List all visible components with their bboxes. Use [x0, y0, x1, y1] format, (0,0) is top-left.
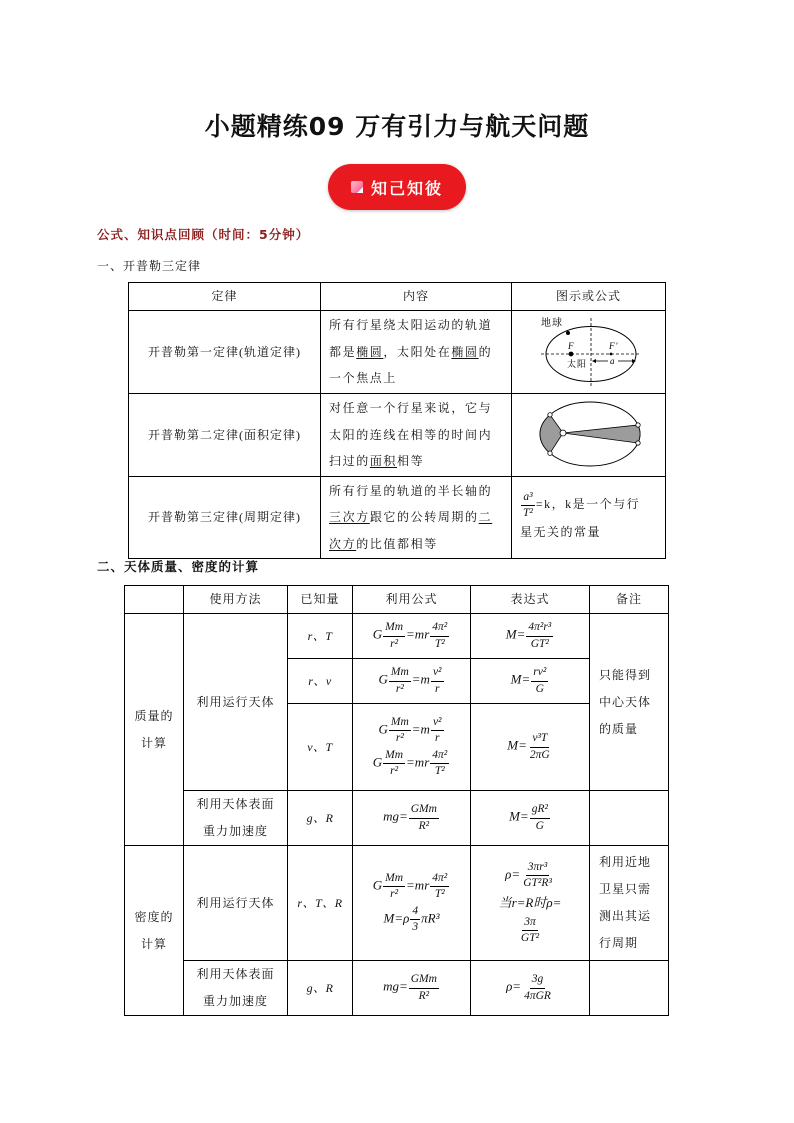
sun-dot — [569, 352, 574, 357]
known-quantities: v、T — [288, 704, 353, 791]
section-heading: 公式、知识点回顾（时间：5分钟） — [97, 227, 310, 242]
fraction — [430, 621, 449, 650]
numerator: Mm — [383, 621, 405, 636]
expression-cell — [471, 614, 590, 659]
formula-text: ρ= — [506, 978, 522, 994]
page-title: 小题精练09 万有引力与航天问题 — [204, 112, 590, 141]
underlined-term: 椭圆 — [356, 344, 384, 359]
fraction — [519, 916, 541, 945]
formula-text: M=ρ — [383, 910, 410, 926]
formula — [353, 716, 470, 745]
fraction — [528, 732, 552, 761]
numerator: v³T — [530, 732, 549, 747]
formula — [353, 666, 470, 695]
formula-text: =m — [411, 671, 430, 687]
formula-text: mg= — [383, 808, 408, 824]
fraction — [383, 621, 405, 650]
column-header-law: 定律 — [129, 283, 321, 311]
sun-dot — [560, 430, 566, 436]
swept-area-right — [563, 425, 640, 443]
formula-text: G — [372, 877, 383, 893]
numerator: GMm — [409, 973, 439, 988]
expression — [471, 666, 589, 695]
denominator: GT² — [530, 637, 549, 650]
law-name: 开普勒第三定律(周期定律) — [129, 477, 321, 559]
table-row — [125, 846, 669, 961]
numerator: GMm — [409, 803, 439, 818]
fraction — [410, 905, 420, 934]
known-quantities: g、R — [288, 961, 353, 1016]
law-name: 开普勒第一定律(轨道定律) — [129, 311, 321, 394]
formula — [353, 973, 470, 1002]
formula — [353, 621, 470, 650]
method-label: 利用天体表面重力加速度 — [196, 797, 275, 838]
formula-cell — [353, 961, 471, 1016]
column-header-method: 使用方法 — [184, 586, 288, 614]
earth-label: 地球 — [541, 318, 563, 329]
arrow-head-left-icon — [592, 359, 596, 363]
numerator: Mm — [383, 749, 405, 764]
fraction — [430, 872, 449, 901]
numerator: 4π² — [430, 749, 449, 764]
denominator: GT²R³ — [523, 876, 552, 889]
expression-cell — [471, 791, 590, 846]
planet-position — [636, 441, 640, 445]
expression — [471, 732, 589, 761]
fraction — [531, 666, 548, 695]
denominator: G — [535, 819, 544, 832]
denominator: r — [434, 731, 440, 744]
content-text: ，太阳处在 — [383, 344, 452, 359]
content-text: 所有行星的轨道的半长轴的 — [329, 483, 493, 498]
focus-prime-label: F′ — [609, 341, 619, 351]
note-cell — [590, 614, 669, 791]
group-cell-density — [125, 846, 184, 1016]
law-formula — [512, 477, 666, 559]
numerator: 4 — [410, 905, 420, 920]
formula-cell — [353, 659, 471, 704]
numerator: 4π²r³ — [526, 621, 553, 636]
expression — [471, 916, 589, 945]
fraction — [530, 803, 550, 832]
numerator: 3g — [530, 973, 546, 988]
law-content — [321, 477, 512, 559]
expression-cell — [471, 846, 590, 961]
note-cell-empty — [590, 791, 669, 846]
formula-text: =mr — [406, 877, 430, 893]
formula-text: G — [378, 671, 388, 687]
numerator: gR² — [530, 803, 550, 818]
note-cell — [590, 846, 669, 961]
numerator: v² — [431, 666, 444, 681]
formula-cell — [353, 791, 471, 846]
formula — [353, 749, 470, 778]
kepler-table — [128, 282, 666, 559]
formula-text: G — [378, 721, 388, 737]
law-figure — [512, 394, 666, 477]
formula-cell — [353, 614, 471, 659]
kepler-heading: 一、开普勒三定律 — [97, 259, 202, 273]
formula-text: mg= — [383, 978, 408, 994]
content-text: 的一个焦点上 — [329, 344, 493, 386]
known-quantities: r、T、R — [288, 846, 353, 961]
denominator: T² — [523, 507, 533, 519]
content-text: 所有行星绕太阳运动的轨道都是 — [329, 318, 493, 359]
table-header-row — [125, 586, 669, 614]
formula-text: πR³ — [421, 910, 440, 926]
formula-text: =mr — [406, 754, 430, 770]
numerator: Mm — [383, 872, 405, 887]
planet-position — [636, 423, 640, 427]
denominator: T² — [434, 765, 445, 778]
column-header-known: 已知量 — [288, 586, 353, 614]
formula-text: G — [372, 754, 383, 770]
earth-dot — [566, 331, 570, 335]
formula-text: M= — [510, 671, 531, 687]
kepler-third-law-formula — [520, 490, 641, 540]
celestial-heading: 二、天体质量、密度的计算 — [97, 559, 260, 574]
planet-position — [548, 413, 552, 417]
table-row — [125, 791, 669, 846]
denominator: R² — [418, 989, 430, 1002]
denominator: GT² — [520, 932, 540, 945]
numerator: v² — [431, 716, 444, 731]
formula — [353, 803, 470, 832]
expression — [471, 803, 589, 832]
group-cell-mass — [125, 614, 184, 846]
denominator: r² — [390, 765, 399, 778]
method-cell — [184, 961, 288, 1016]
fraction — [409, 973, 439, 1002]
denominator: r² — [390, 887, 399, 900]
law-content — [321, 394, 512, 477]
fraction — [521, 491, 535, 520]
fraction — [521, 861, 554, 890]
law-content — [321, 311, 512, 394]
numerator: Mm — [389, 716, 411, 731]
focus-prime-dot — [610, 353, 613, 356]
table-row — [125, 614, 669, 659]
expression-cell — [471, 704, 590, 791]
known-quantities: r、T — [288, 614, 353, 659]
table-row — [129, 477, 666, 559]
content-text: 的比值都相等 — [356, 536, 438, 551]
formula-text: =k，k是一个与行星无关的常量 — [520, 497, 641, 540]
ellipse-orbit-diagram — [512, 311, 666, 393]
sticker-icon — [351, 181, 363, 193]
numerator: Mm — [389, 666, 411, 681]
column-header-content: 内容 — [321, 283, 512, 311]
expression — [471, 861, 589, 890]
formula-text: M= — [509, 808, 529, 824]
swept-area-left — [540, 415, 563, 453]
method-label: 利用运行天体 — [196, 694, 275, 709]
semi-major-axis-label: a — [610, 356, 616, 366]
denominator: r² — [390, 637, 399, 650]
content-text: 相等 — [397, 454, 425, 469]
numerator: a³ — [521, 491, 534, 506]
denominator: 2πG — [529, 748, 550, 761]
fraction — [409, 803, 439, 832]
note-text: 只能得到中心天体的质量 — [599, 667, 652, 736]
underlined-term: 二次方 — [329, 510, 493, 551]
formula — [353, 872, 470, 901]
fraction — [383, 872, 405, 901]
group-label-density: 密度的计算 — [134, 909, 174, 951]
equal-area-diagram — [512, 394, 666, 476]
law-name: 开普勒第二定律(面积定律) — [129, 394, 321, 477]
denominator: T² — [434, 637, 445, 650]
expression — [471, 973, 589, 1002]
section-badge — [328, 164, 466, 210]
method-cell — [184, 614, 288, 791]
expression — [471, 894, 589, 912]
denominator: r² — [395, 731, 404, 744]
column-header-figure: 图示或公式 — [512, 283, 666, 311]
expression — [471, 621, 589, 650]
column-header-note: 备注 — [590, 586, 669, 614]
denominator: R² — [418, 819, 430, 832]
expression-cell — [471, 659, 590, 704]
underlined-term: 三次方 — [329, 510, 370, 525]
formula-text: ρ= — [505, 866, 521, 882]
fraction — [389, 716, 411, 745]
fraction — [430, 749, 449, 778]
content-text: 跟它的公转周期的 — [369, 510, 479, 525]
denominator: G — [535, 682, 544, 695]
numerator: 3π — [522, 916, 538, 931]
focus-label: F — [568, 341, 575, 351]
formula-cell — [353, 846, 471, 961]
group-label-mass: 质量的计算 — [134, 708, 174, 750]
column-header-expression: 表达式 — [471, 586, 590, 614]
numerator: rv² — [531, 666, 548, 681]
underlined-term: 椭圆 — [451, 344, 479, 359]
fraction — [522, 973, 553, 1002]
method-cell — [184, 846, 288, 961]
formula-text: M= — [505, 626, 526, 642]
method-label: 利用天体表面重力加速度 — [196, 967, 275, 1008]
denominator: T² — [434, 887, 445, 900]
table-row — [125, 961, 669, 1016]
note-text: 利用近地卫星只需测出其运行周期 — [599, 855, 652, 950]
formula-text: G — [372, 626, 383, 642]
formula-text: =mr — [406, 626, 430, 642]
formula-text: 当r=R时ρ= — [498, 895, 562, 910]
planet-position — [548, 451, 552, 455]
method-label: 利用运行天体 — [196, 895, 275, 910]
fraction — [383, 749, 405, 778]
underlined-term: 面积 — [369, 454, 398, 469]
celestial-table — [124, 585, 669, 1016]
known-quantities: g、R — [288, 791, 353, 846]
denominator: 4πGR — [524, 989, 551, 1002]
content-text: 对任意一个行星来说，它与太阳的连线在相等的时间内扫过的 — [329, 401, 493, 469]
fraction — [526, 621, 553, 650]
formula — [353, 905, 470, 934]
formula-cell — [353, 704, 471, 791]
badge-label: 知己知彼 — [370, 178, 443, 198]
formula-text: =m — [411, 721, 430, 737]
fraction — [431, 716, 444, 745]
expression-cell — [471, 961, 590, 1016]
method-cell — [184, 791, 288, 846]
numerator: 3πr³ — [526, 861, 549, 876]
denominator: 3 — [412, 921, 419, 934]
law-figure — [512, 311, 666, 394]
fraction — [389, 666, 411, 695]
corner-cell — [125, 586, 184, 614]
sun-label: 太阳 — [567, 359, 588, 369]
denominator: r — [434, 682, 440, 695]
denominator: r² — [395, 682, 404, 695]
table-header-row — [129, 283, 666, 311]
note-cell-empty — [590, 961, 669, 1016]
known-quantities: r、v — [288, 659, 353, 704]
table-row — [129, 394, 666, 477]
numerator: 4π² — [430, 621, 449, 636]
table-row — [129, 311, 666, 394]
fraction — [431, 666, 444, 695]
numerator: 4π² — [430, 872, 449, 887]
column-header-formula: 利用公式 — [353, 586, 471, 614]
formula-text: M= — [507, 737, 527, 753]
